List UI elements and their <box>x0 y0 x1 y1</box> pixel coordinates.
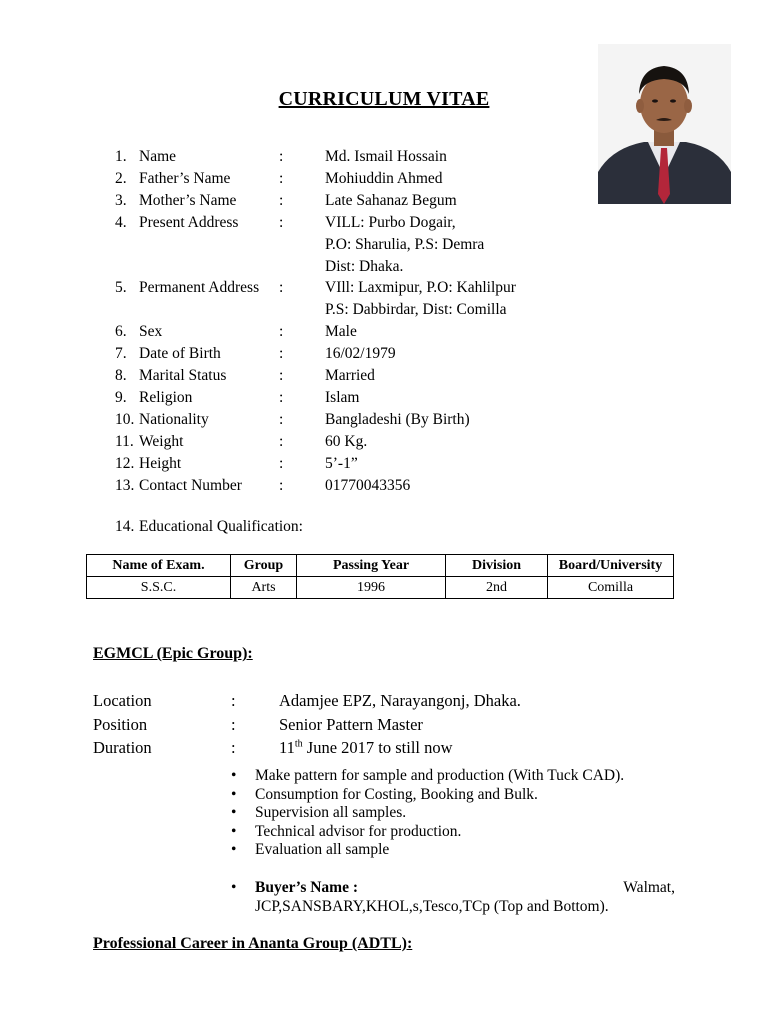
next-section-heading: Professional Career in Ananta Group (ADTL): <box>93 935 413 952</box>
list-item-text: Technical advisor for production. <box>255 822 462 840</box>
info-row-colon: : <box>279 454 284 472</box>
info-row-number: 4. <box>115 213 127 231</box>
info-row-value: VILL: Purbo Dogair, <box>325 213 456 231</box>
buyer-list-item <box>231 879 675 916</box>
education-header-cell: Division <box>446 555 548 577</box>
info-row-number: 3. <box>115 191 127 209</box>
info-row-colon: : <box>279 410 284 428</box>
info-row-value: Married <box>325 367 375 384</box>
info-row-number: 7. <box>115 345 127 363</box>
info-row-value: 01770043356 <box>325 476 411 494</box>
info-row-value: Bangladeshi (By Birth) <box>325 410 470 428</box>
education-header-cell: Board/University <box>548 555 674 577</box>
info-row-colon: : <box>279 169 284 187</box>
job-duration-value <box>279 736 453 759</box>
job-position-value: Senior Pattern Master <box>279 715 423 734</box>
info-row-value: Late Sahanaz Begum <box>325 191 457 209</box>
education-table-row <box>87 577 674 599</box>
education-table <box>86 554 674 599</box>
bullet-icon: • <box>231 841 237 858</box>
list-item <box>231 767 624 786</box>
info-row-value: Dist: Dhaka. <box>325 257 404 275</box>
info-row-number: 8. <box>115 367 127 384</box>
job-responsibilities-list <box>231 767 624 860</box>
education-heading <box>115 516 303 538</box>
info-row-number: 2. <box>115 169 127 187</box>
info-row-value: Male <box>325 323 357 341</box>
info-row-value: Islam <box>325 388 360 406</box>
job-section-heading: EGMCL (Epic Group): <box>93 645 253 662</box>
info-row-number: 10. <box>115 410 135 428</box>
info-row-colon: : <box>279 432 284 450</box>
document-title: CURRICULUM VITAE <box>278 88 490 110</box>
duration-suffix: th <box>294 738 303 750</box>
info-row-colon: : <box>279 476 284 494</box>
info-row-label: Sex <box>139 323 163 341</box>
duration-day: 11 <box>279 738 295 757</box>
bullet-icon: • <box>231 822 237 840</box>
bullet-icon: • <box>231 879 237 896</box>
info-row-label: Nationality <box>139 410 209 428</box>
info-row-colon: : <box>279 148 284 165</box>
job-position-label: Position <box>93 715 148 734</box>
info-row-value: P.O: Sharulia, P.S: Demra <box>325 235 485 253</box>
list-item-text: Make pattern for sample and production (With Tuck CAD). <box>255 767 625 784</box>
info-row-value: 16/02/1979 <box>325 345 396 363</box>
job-position-colon: : <box>231 715 236 734</box>
profile-photo <box>598 44 731 204</box>
education-cell: Comilla <box>548 577 674 599</box>
info-row-number: 13. <box>115 476 135 494</box>
info-row-colon: : <box>279 388 284 406</box>
info-row-colon: : <box>279 345 284 363</box>
job-location-colon: : <box>231 691 236 710</box>
education-cell: 1996 <box>297 577 446 599</box>
info-row-label: Weight <box>139 432 184 450</box>
job-duration-label: Duration <box>93 738 152 757</box>
info-row-label: Name <box>139 148 177 165</box>
education-cell: S.S.C. <box>87 577 231 599</box>
education-heading-text: Educational Qualification: <box>139 518 303 535</box>
education-cell: Arts <box>231 577 297 599</box>
info-row-colon: : <box>279 279 284 297</box>
info-row-number: 9. <box>115 388 127 406</box>
bullet-icon: • <box>231 767 237 784</box>
info-row-number: 1. <box>115 148 127 165</box>
info-row-label: Mother’s Name <box>139 191 237 209</box>
buyer-first: Walmat, <box>623 879 675 896</box>
info-row-label: Permanent Address <box>139 279 260 297</box>
bullet-icon: • <box>231 785 237 803</box>
info-row-value: Md. Ismail Hossain <box>325 148 447 165</box>
info-row-colon: : <box>279 367 284 384</box>
job-location-label: Location <box>93 691 152 710</box>
info-row-number: 5. <box>115 279 127 297</box>
job-duration-colon: : <box>231 738 236 757</box>
list-item-text: Evaluation all sample <box>255 841 390 858</box>
list-item-text: Supervision all samples. <box>255 804 407 821</box>
buyer-label: Buyer’s Name : <box>255 879 359 896</box>
info-row-colon: : <box>279 191 284 209</box>
education-cell: 2nd <box>446 577 548 599</box>
info-row-value: P.S: Dabbirdar, Dist: Comilla <box>325 301 507 319</box>
duration-rest: June 2017 to still now <box>302 738 453 757</box>
info-row-label: Religion <box>139 388 193 406</box>
education-header-cell: Passing Year <box>297 555 446 577</box>
info-row-number: 12. <box>115 454 135 472</box>
info-row-label: Father’s Name <box>139 169 231 187</box>
education-table-header-row <box>87 555 674 577</box>
info-row-value: 60 Kg. <box>325 432 368 450</box>
list-item <box>231 804 624 823</box>
job-location-value: Adamjee EPZ, Narayangonj, Dhaka. <box>279 691 521 710</box>
list-item-text: Consumption for Costing, Booking and Bulk. <box>255 785 538 803</box>
info-row-value: VIll: Laxmipur, P.O: Kahlilpur <box>325 279 516 297</box>
info-row-colon: : <box>279 213 284 231</box>
bullet-icon: • <box>231 804 237 821</box>
info-row-label: Date of Birth <box>139 345 221 363</box>
info-row-number: 11. <box>115 432 134 450</box>
list-item <box>231 823 624 842</box>
info-row-value: Mohiuddin Ahmed <box>325 169 443 187</box>
education-header-cell: Group <box>231 555 297 577</box>
info-row-label: Marital Status <box>139 367 227 384</box>
education-header-cell: Name of Exam. <box>87 555 231 577</box>
info-row-label: Height <box>139 454 182 472</box>
education-number: 14. <box>115 518 135 535</box>
info-row-number: 6. <box>115 323 127 341</box>
info-row-value: 5’-1” <box>325 454 358 472</box>
buyer-rest: JCP,SANSBARY,KHOL,s,Tesco,TCp (Top and Bottom). <box>255 897 609 915</box>
info-row-colon: : <box>279 323 284 341</box>
info-row-label: Contact Number <box>139 476 242 494</box>
info-row-label: Present Address <box>139 213 239 231</box>
list-item <box>231 786 624 805</box>
list-item <box>231 841 624 860</box>
